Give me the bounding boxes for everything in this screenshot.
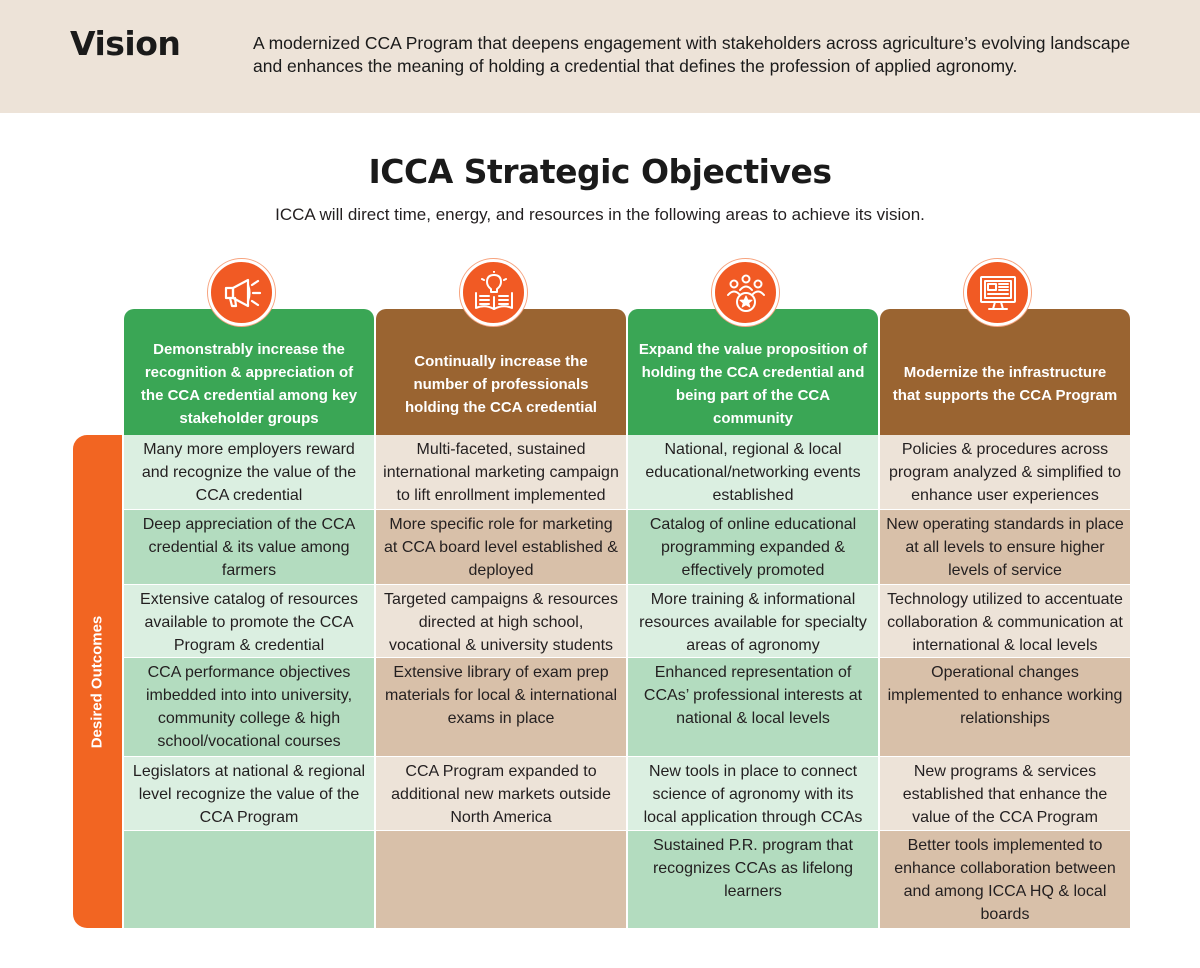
outcome-cell: Operational changes implemented to enhance working relationships [880, 658, 1130, 756]
outcome-cell: CCA performance objectives imbedded into into university, community college & high school/vocational courses [124, 658, 374, 756]
objective-header-1: Demonstrably increase the recognition & appreciation of the CCA credential among key stakeholder groups [124, 309, 374, 435]
objective-header-2: Continually increase the number of professionals holding the CCA credential [376, 309, 626, 435]
outcome-cell: Multi-faceted, sustained international marketing campaign to lift enrollment implemented [376, 435, 626, 509]
outcome-cell: Sustained P.R. program that recognizes CCAs as lifelong learners [628, 831, 878, 928]
open-book-lightbulb-icon [460, 259, 527, 326]
outcome-cell: Technology utilized to accentuate collaboration & communication at international & local levels [880, 585, 1130, 657]
outcome-cell: Extensive catalog of resources available to promote the CCA Program & credential [124, 585, 374, 657]
outcome-cell: More specific role for marketing at CCA board level established & deployed [376, 510, 626, 584]
desired-outcomes-label: Desired Outcomes [88, 615, 106, 749]
outcome-cell: Deep appreciation of the CCA credential & its value among farmers [124, 510, 374, 584]
computer-monitor-icon [964, 259, 1031, 326]
outcome-cell: New tools in place to connect science of agronomy with its local application through CCAs [628, 757, 878, 830]
outcome-cell: Enhanced representation of CCAs’ professional interests at national & local levels [628, 658, 878, 756]
outcome-cell: More training & informational resources available for specialty areas of agronomy [628, 585, 878, 657]
objective-header-3: Expand the value proposition of holding the CCA credential and being part of the CCA community [628, 309, 878, 435]
outcome-cell: Extensive library of exam prep materials for local & international exams in place [376, 658, 626, 756]
outcome-cell: New programs & services established that enhance the value of the CCA Program [880, 757, 1130, 830]
outcome-cell: Many more employers reward and recognize the value of the CCA credential [124, 435, 374, 509]
outcome-cell: National, regional & local educational/networking events established [628, 435, 878, 509]
vision-statement: A modernized CCA Program that deepens engagement with stakeholders across agriculture’s evolving landscape and enhances the meaning of holding a credential that defines the profession of applied agronomy. [253, 33, 1131, 76]
outcome-cell: Legislators at national & regional level recognize the value of the CCA Program [124, 757, 374, 830]
outcome-cell: New operating standards in place at all levels to ensure higher levels of service [880, 510, 1130, 584]
outcome-cell [124, 831, 374, 928]
vision-title: Vision [70, 24, 181, 63]
megaphone-icon [208, 259, 275, 326]
page-subtitle: ICCA will direct time, energy, and resources in the following areas to achieve its vision. [275, 205, 925, 224]
objective-header-4: Modernize the infrastructure that supports the CCA Program [880, 309, 1130, 435]
outcome-cell [376, 831, 626, 928]
outcome-cell: Targeted campaigns & resources directed at high school, vocational & university students [376, 585, 626, 657]
page-title: ICCA Strategic Objectives [368, 152, 832, 191]
outcome-cell: Policies & procedures across program analyzed & simplified to enhance user experiences [880, 435, 1130, 509]
vision-banner [0, 0, 1200, 113]
outcome-cell: Better tools implemented to enhance collaboration between and among ICCA HQ & local boards [880, 831, 1130, 928]
outcome-cell: Catalog of online educational programming expanded & effectively promoted [628, 510, 878, 584]
community-star-icon [712, 259, 779, 326]
outcome-cell: CCA Program expanded to additional new markets outside North America [376, 757, 626, 830]
